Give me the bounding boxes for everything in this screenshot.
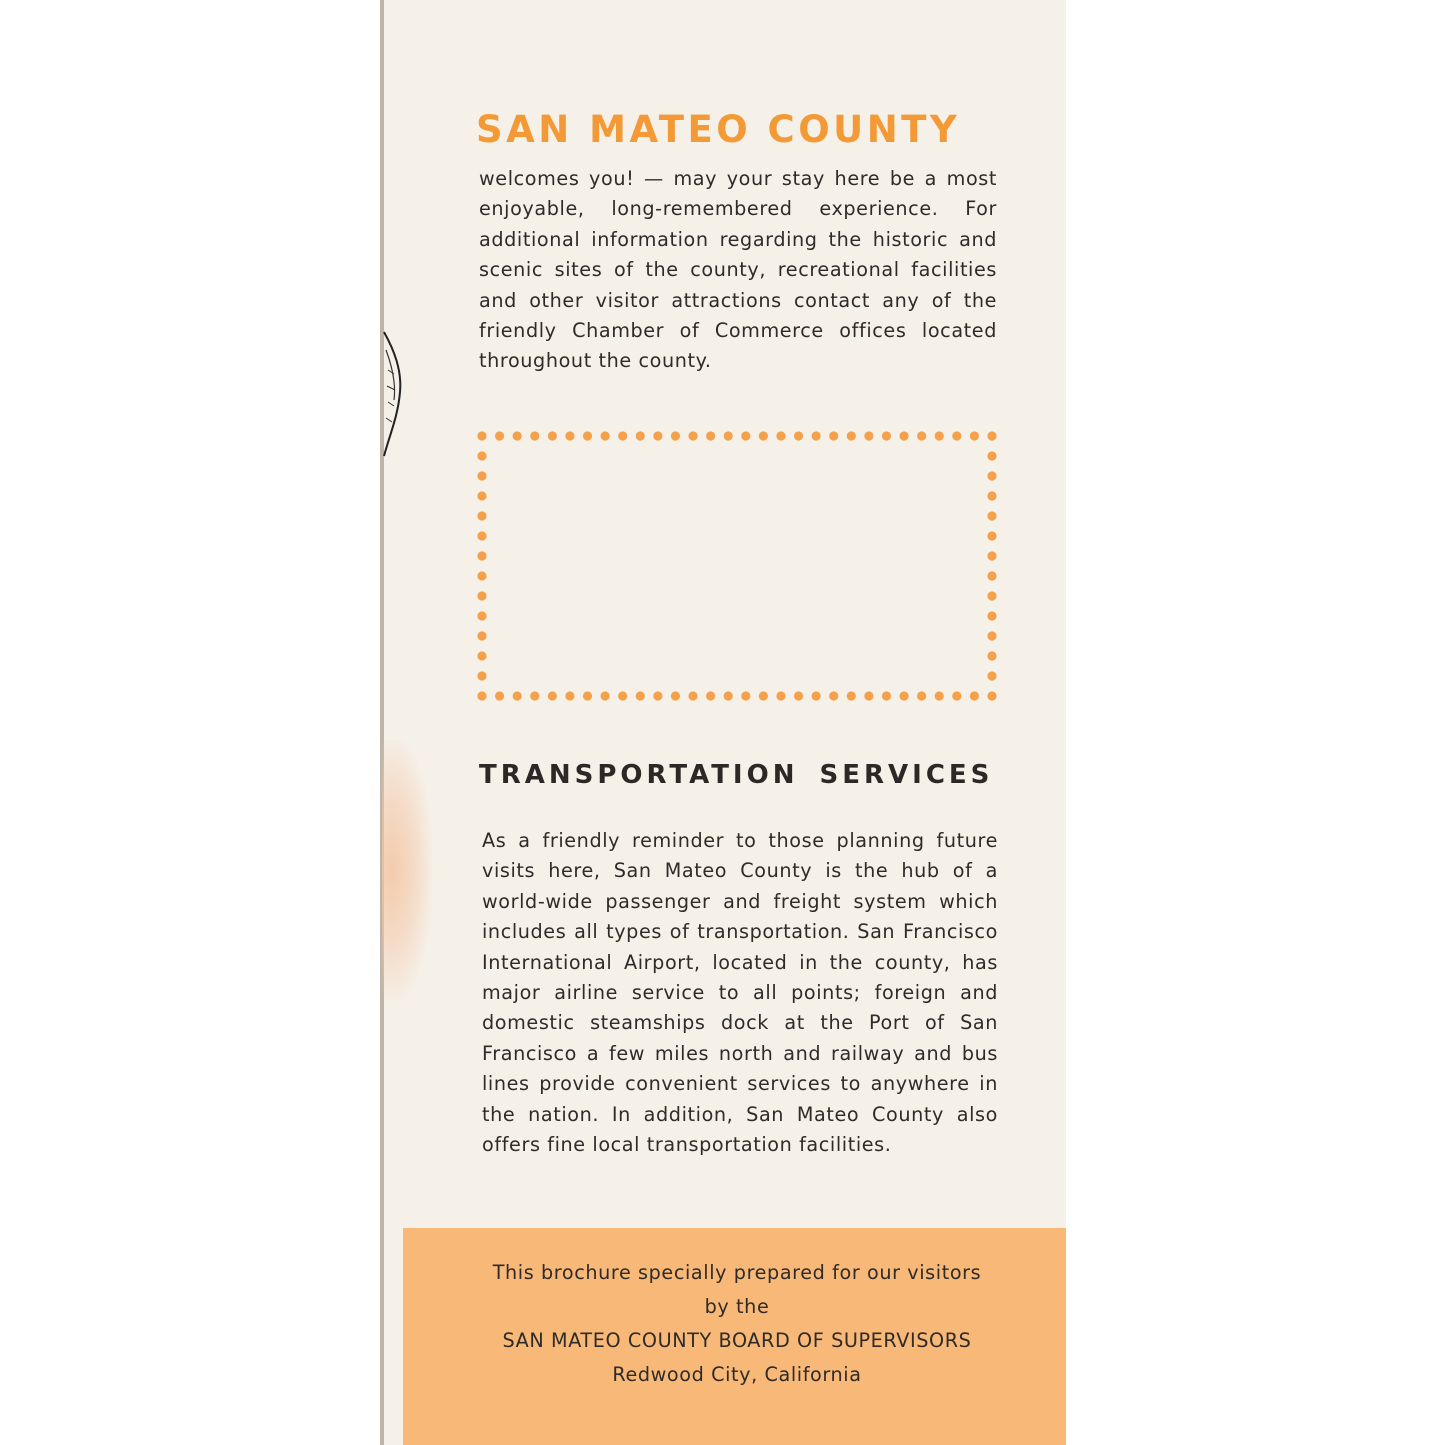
frame-dot xyxy=(987,571,996,580)
frame-dot xyxy=(724,691,733,700)
frame-dot xyxy=(636,691,645,700)
frame-dot xyxy=(653,431,662,440)
frame-dot xyxy=(477,471,486,480)
frame-dot xyxy=(548,431,557,440)
frame-dot xyxy=(513,691,522,700)
frame-dot xyxy=(987,591,996,600)
frame-dot xyxy=(829,431,838,440)
frame-dot xyxy=(583,431,592,440)
frame-dot xyxy=(899,691,908,700)
frame-dot xyxy=(530,691,539,700)
frame-dot xyxy=(477,451,486,460)
frame-dot xyxy=(636,431,645,440)
frame-dot xyxy=(882,431,891,440)
frame-dot xyxy=(671,691,680,700)
frame-dot xyxy=(794,691,803,700)
frame-dot xyxy=(477,651,486,660)
frame-dot xyxy=(882,691,891,700)
frame-dot xyxy=(987,491,996,500)
frame-dot xyxy=(688,691,697,700)
frame-dot xyxy=(706,691,715,700)
frame-dot xyxy=(477,591,486,600)
frame-dot xyxy=(618,691,627,700)
frame-dot xyxy=(987,531,996,540)
frame-dot xyxy=(952,431,961,440)
county-title: SAN MATEO COUNTY xyxy=(476,108,961,151)
frame-dot xyxy=(477,611,486,620)
frame-dot xyxy=(671,431,680,440)
frame-dot xyxy=(987,691,996,700)
frame-dot xyxy=(513,431,522,440)
frame-dot xyxy=(987,651,996,660)
frame-dot xyxy=(987,551,996,560)
frame-dot xyxy=(935,691,944,700)
frame-dot xyxy=(970,691,979,700)
frame-dot xyxy=(477,671,486,680)
frame-dot xyxy=(987,451,996,460)
frame-dot xyxy=(477,491,486,500)
sketch-fragment xyxy=(380,330,410,460)
paper-stain xyxy=(382,740,432,1000)
frame-dot xyxy=(477,551,486,560)
footer-credits xyxy=(476,1256,998,1392)
frame-dot xyxy=(688,431,697,440)
frame-dot xyxy=(987,431,996,440)
frame-dot xyxy=(812,691,821,700)
frame-dot xyxy=(759,431,768,440)
frame-dot xyxy=(970,431,979,440)
footer-line-by-the: by the xyxy=(704,1295,770,1318)
frame-dot xyxy=(477,431,486,440)
frame-dot xyxy=(917,431,926,440)
frame-dot xyxy=(829,691,838,700)
frame-dot xyxy=(477,511,486,520)
frame-dot xyxy=(847,691,856,700)
frame-dot xyxy=(601,691,610,700)
footer-line-city: Redwood City, California xyxy=(612,1363,862,1386)
frame-dot xyxy=(583,691,592,700)
welcome-paragraph: welcomes you! — may your stay here be a most enjoyable, long-remembered experience. For additional information regarding the historic and scenic sites of the county, recreational facilities and other visitor attractions contact any of the friendly Chamber of Commerce offices located throughout the county. xyxy=(479,167,997,373)
footer-line-board: SAN MATEO COUNTY BOARD OF SUPERVISORS xyxy=(502,1329,972,1352)
frame-dot xyxy=(495,691,504,700)
frame-dot xyxy=(477,691,486,700)
frame-dot xyxy=(987,631,996,640)
frame-dot xyxy=(917,691,926,700)
frame-dot xyxy=(601,431,610,440)
frame-dot xyxy=(724,431,733,440)
transportation-heading: TRANSPORTATION SERVICES xyxy=(479,760,994,790)
frame-dot xyxy=(812,431,821,440)
frame-dot xyxy=(776,431,785,440)
frame-dot xyxy=(899,431,908,440)
frame-dot xyxy=(741,431,750,440)
frame-dot xyxy=(565,691,574,700)
footer-line-prepared: This brochure specially prepared for our visitors xyxy=(492,1261,982,1284)
transportation-paragraph: As a friendly reminder to those planning future visits here, San Mateo County is the hub of a world-wide passenger and freight system which includes all types of transportation. San Francisco International Airport, located in the county, has major airline service to all points; foreign and domestic steamships dock at the Port of San Francisco a few miles north and railway and bus lines provide convenient services to anywhere in the nation. In addition, San Mateo County also offers fine local transportation facilities. xyxy=(482,829,998,1157)
frame-dot xyxy=(794,431,803,440)
dotted-frame xyxy=(476,430,998,702)
frame-dot xyxy=(759,691,768,700)
frame-dot xyxy=(530,431,539,440)
frame-dot xyxy=(864,431,873,440)
frame-dot xyxy=(477,631,486,640)
frame-dot xyxy=(741,691,750,700)
frame-dot xyxy=(618,431,627,440)
frame-dot xyxy=(548,691,557,700)
frame-dot xyxy=(776,691,785,700)
frame-dot xyxy=(864,691,873,700)
frame-dot xyxy=(987,471,996,480)
frame-dot xyxy=(495,431,504,440)
frame-dot xyxy=(952,691,961,700)
frame-dot xyxy=(987,511,996,520)
frame-dot xyxy=(987,611,996,620)
frame-dot xyxy=(706,431,715,440)
frame-dot xyxy=(935,431,944,440)
frame-dot xyxy=(565,431,574,440)
frame-dot xyxy=(987,671,996,680)
frame-dot xyxy=(847,431,856,440)
frame-dot xyxy=(477,571,486,580)
frame-dot xyxy=(653,691,662,700)
frame-dot xyxy=(477,531,486,540)
